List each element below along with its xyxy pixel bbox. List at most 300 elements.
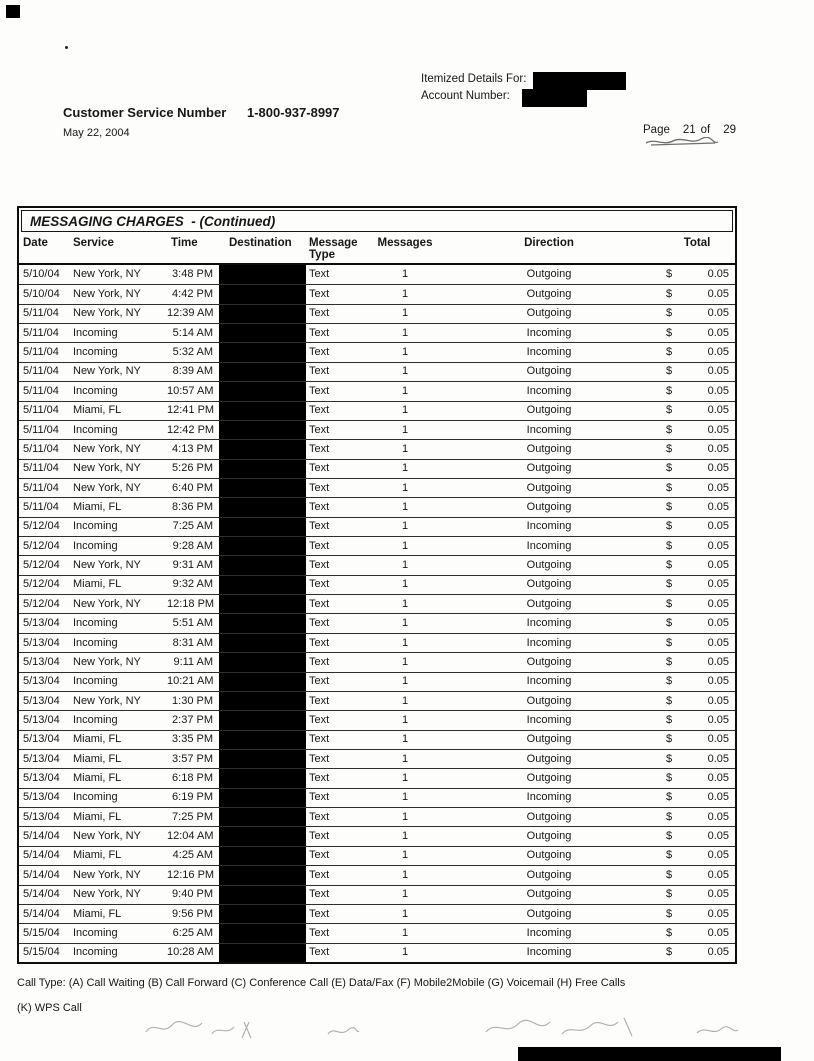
cell-direction: Outgoing [526, 307, 572, 320]
scan-noise [693, 1020, 741, 1040]
cell-time: 1:30 PM [172, 694, 213, 707]
table-row [19, 749, 735, 768]
table-row [19, 265, 735, 284]
cell-date: 5/13/04 [23, 617, 60, 630]
cell-direction: Outgoing [526, 404, 572, 417]
cell-direction: Outgoing [526, 501, 572, 513]
cell-total [659, 285, 735, 304]
amount: 0.05 [707, 462, 729, 475]
amount: 0.05 [707, 694, 729, 707]
currency-symbol: $ [666, 907, 673, 920]
cell-message-type: Text [309, 501, 330, 513]
cell-direction: Outgoing [526, 752, 572, 765]
cell-date: 5/10/04 [23, 288, 60, 301]
cell-date: 5/10/04 [23, 268, 60, 281]
cell-date: 5/13/04 [23, 791, 60, 804]
cell-destination-redacted [219, 634, 306, 652]
cell-date: 5/13/04 [23, 733, 60, 746]
cell-destination-redacted [219, 924, 306, 942]
customer-service-number: 1-800-937-8997 [247, 105, 340, 120]
cell-destination-redacted [219, 595, 306, 613]
cell-time: 12:16 PM [167, 868, 215, 881]
cell-date: 5/11/04 [23, 423, 59, 436]
cell-message-type: Text [309, 597, 330, 610]
amount: 0.05 [707, 752, 729, 765]
cell-messages: 1 [401, 617, 409, 630]
cell-date: 5/12/04 [23, 520, 60, 533]
table-row [19, 459, 735, 478]
table-row [19, 536, 735, 555]
cell-messages: 1 [401, 384, 409, 397]
currency-symbol: $ [666, 423, 673, 436]
cell-messages: 1 [401, 520, 409, 533]
amount: 0.05 [707, 772, 729, 785]
amount: 0.05 [707, 849, 729, 862]
currency-symbol: $ [666, 733, 673, 746]
currency-symbol: $ [666, 772, 673, 785]
cell-total [659, 537, 735, 556]
cell-time: 2:37 PM [172, 713, 213, 726]
statement-date: May 22, 2004 [63, 127, 130, 139]
table-row [19, 885, 735, 904]
cell-messages: 1 [401, 346, 409, 359]
cell-message-type: Text [309, 868, 330, 881]
currency-symbol: $ [666, 539, 673, 552]
cell-service: New York, NY [73, 597, 141, 610]
cell-time: 9:31 AM [172, 559, 213, 572]
cell-destination-redacted [219, 305, 306, 323]
amount: 0.05 [707, 501, 729, 513]
amount: 0.05 [707, 713, 729, 726]
cell-destination-redacted [219, 363, 306, 381]
table-row [19, 613, 735, 632]
amount: 0.05 [707, 888, 729, 901]
cell-service: Incoming [73, 636, 118, 649]
cell-date: 5/11/04 [23, 442, 59, 455]
table-row [19, 381, 735, 400]
currency-symbol: $ [666, 597, 673, 610]
cell-total [659, 788, 735, 807]
cell-service: Incoming [73, 384, 118, 397]
cell-total [659, 595, 735, 614]
currency-symbol: $ [666, 830, 673, 843]
cell-service: Incoming [73, 423, 118, 436]
cell-date: 5/11/04 [23, 404, 59, 417]
cell-total [659, 905, 735, 924]
cell-time: 5:26 PM [172, 462, 213, 475]
cell-messages: 1 [401, 501, 409, 513]
cell-message-type: Text [309, 810, 330, 823]
cell-date: 5/11/04 [23, 501, 59, 513]
cell-time: 12:41 PM [167, 404, 215, 417]
cell-total [659, 517, 735, 536]
cell-message-type: Text [309, 520, 330, 533]
cell-service: Miami, FL [73, 752, 122, 765]
table-row [19, 439, 735, 458]
column-header-date: Date [23, 237, 48, 249]
cell-date: 5/13/04 [23, 810, 60, 823]
amount: 0.05 [707, 404, 729, 417]
cell-total [659, 866, 735, 885]
cell-time: 12:42 PM [167, 423, 215, 436]
cell-messages: 1 [401, 713, 409, 726]
cell-message-type: Text [309, 423, 330, 436]
cell-date: 5/13/04 [23, 655, 60, 668]
cell-time: 5:14 AM [172, 326, 213, 339]
scan-artifact-corner [6, 5, 20, 18]
cell-date: 5/15/04 [23, 926, 60, 939]
table-row [19, 652, 735, 671]
cell-direction: Outgoing [526, 288, 572, 301]
cell-time: 6:25 AM [172, 926, 213, 939]
table-row [19, 555, 735, 574]
cell-destination-redacted [219, 614, 306, 632]
cell-direction: Outgoing [526, 810, 572, 823]
amount: 0.05 [707, 868, 729, 881]
redaction-account-number [522, 89, 587, 107]
table-row [19, 478, 735, 497]
cell-direction: Outgoing [526, 830, 572, 843]
account-number-label: Account Number: [421, 90, 510, 102]
cell-total [659, 692, 735, 711]
table-row [19, 807, 735, 826]
cell-destination-redacted [219, 711, 306, 729]
cell-direction: Outgoing [526, 849, 572, 862]
cell-message-type: Text [309, 694, 330, 707]
cell-direction: Incoming [526, 713, 572, 726]
cell-messages: 1 [401, 442, 409, 455]
cell-direction: Outgoing [526, 481, 572, 494]
cell-messages: 1 [401, 791, 409, 804]
cell-time: 7:25 AM [172, 520, 213, 533]
table-row [19, 517, 735, 536]
cell-messages: 1 [401, 675, 409, 688]
cell-time: 9:40 PM [172, 888, 213, 901]
cell-messages: 1 [401, 539, 409, 552]
table-row [19, 633, 735, 652]
cell-total [659, 556, 735, 575]
amount: 0.05 [707, 539, 729, 552]
cell-date: 5/14/04 [23, 868, 60, 881]
cell-direction: Outgoing [526, 907, 572, 920]
cell-direction: Incoming [526, 423, 572, 436]
cell-message-type: Text [309, 365, 330, 378]
cell-date: 5/15/04 [23, 946, 60, 959]
cell-service: Miami, FL [73, 849, 122, 862]
cell-destination-redacted [219, 556, 306, 574]
cell-message-type: Text [309, 675, 330, 688]
scan-noise [325, 1022, 361, 1040]
cell-messages: 1 [401, 733, 409, 746]
column-header-time: Time [171, 237, 198, 249]
cell-total [659, 672, 735, 691]
cell-destination-redacted [219, 692, 306, 710]
cell-service: Miami, FL [73, 733, 122, 746]
cell-service: New York, NY [73, 830, 141, 843]
table-row [19, 865, 735, 884]
cell-service: New York, NY [73, 559, 141, 572]
cell-total [659, 575, 735, 594]
table-row [19, 923, 735, 942]
cell-message-type: Text [309, 462, 330, 475]
amount: 0.05 [707, 946, 729, 959]
amount: 0.05 [707, 559, 729, 572]
cell-direction: Incoming [526, 926, 572, 939]
cell-time: 8:36 PM [172, 501, 213, 513]
cell-destination-redacted [219, 479, 306, 497]
amount: 0.05 [707, 617, 729, 630]
cell-destination-redacted [219, 866, 306, 884]
currency-symbol: $ [666, 791, 673, 804]
cell-direction: Incoming [526, 384, 572, 397]
cell-time: 7:25 PM [172, 810, 213, 823]
cell-total [659, 885, 735, 904]
redaction-itemized-details [533, 72, 626, 90]
cell-total [659, 711, 735, 730]
cell-service: New York, NY [73, 481, 141, 494]
cell-time: 12:39 AM [167, 307, 214, 320]
column-header-message-type: Message Type [309, 237, 358, 261]
cell-total [659, 634, 735, 653]
cell-direction: Outgoing [526, 888, 572, 901]
currency-symbol: $ [666, 849, 673, 862]
cell-service: Miami, FL [73, 578, 122, 591]
cell-time: 4:13 PM [172, 442, 213, 455]
cell-destination-redacted [219, 440, 306, 458]
cell-destination-redacted [219, 827, 306, 845]
cell-message-type: Text [309, 907, 330, 920]
cell-direction: Outgoing [526, 733, 572, 746]
cell-time: 10:28 AM [167, 946, 214, 959]
cell-date: 5/14/04 [23, 888, 60, 901]
table-row [19, 768, 735, 787]
wps-call-note: (K) WPS Call [17, 1002, 82, 1014]
scan-noise [140, 1012, 270, 1044]
cell-total [659, 924, 735, 943]
cell-time: 8:31 AM [172, 636, 213, 649]
cell-date: 5/11/04 [23, 462, 59, 475]
cell-direction: Incoming [526, 346, 572, 359]
cell-direction: Outgoing [526, 365, 572, 378]
cell-message-type: Text [309, 539, 330, 552]
cell-total [659, 846, 735, 865]
currency-symbol: $ [666, 655, 673, 668]
cell-total [659, 750, 735, 769]
cell-date: 5/11/04 [23, 326, 59, 339]
cell-messages: 1 [401, 868, 409, 881]
currency-symbol: $ [666, 288, 673, 301]
page-current: 21 [682, 124, 696, 136]
cell-date: 5/14/04 [23, 849, 60, 862]
cell-time: 12:04 AM [167, 830, 214, 843]
currency-symbol: $ [666, 346, 673, 359]
cell-message-type: Text [309, 384, 330, 397]
cell-message-type: Text [309, 268, 330, 281]
cell-total [659, 459, 735, 478]
cell-time: 10:21 AM [167, 675, 214, 688]
cell-destination-redacted [219, 402, 306, 420]
cell-message-type: Text [309, 307, 330, 320]
cell-direction: Outgoing [526, 442, 572, 455]
cell-time: 5:32 AM [172, 346, 213, 359]
customer-service-label: Customer Service Number [63, 105, 227, 120]
cell-date: 5/12/04 [23, 597, 60, 610]
cell-messages: 1 [401, 288, 409, 301]
cell-time: 4:42 PM [172, 288, 213, 301]
page-indicator [643, 124, 736, 136]
cell-service: Incoming [73, 926, 118, 939]
cell-direction: Outgoing [526, 772, 572, 785]
currency-symbol: $ [666, 365, 673, 378]
currency-symbol: $ [666, 946, 673, 959]
cell-total [659, 769, 735, 788]
cell-time: 6:19 PM [172, 791, 213, 804]
cell-messages: 1 [401, 462, 409, 475]
cell-message-type: Text [309, 442, 330, 455]
cell-total [659, 401, 735, 420]
page-label: Page [643, 124, 670, 136]
column-header-messages: Messages [377, 237, 433, 249]
cell-date: 5/13/04 [23, 752, 60, 765]
cell-messages: 1 [401, 926, 409, 939]
table-row [19, 284, 735, 303]
cell-message-type: Text [309, 946, 330, 959]
column-header-total: Total [683, 237, 711, 249]
cell-total [659, 362, 735, 381]
cell-destination-redacted [219, 847, 306, 865]
table-row [19, 710, 735, 729]
table-row [19, 672, 735, 691]
column-header-service: Service [73, 237, 114, 249]
cell-direction: Outgoing [526, 868, 572, 881]
currency-symbol: $ [666, 810, 673, 823]
cell-service: New York, NY [73, 868, 141, 881]
amount: 0.05 [707, 597, 729, 610]
cell-total [659, 653, 735, 672]
table-header-row [19, 232, 735, 265]
currency-symbol: $ [666, 559, 673, 572]
cell-time: 8:39 AM [172, 365, 213, 378]
cell-date: 5/13/04 [23, 694, 60, 707]
cell-direction: Outgoing [526, 655, 572, 668]
cell-destination-redacted [219, 421, 306, 439]
cell-messages: 1 [401, 849, 409, 862]
cell-destination-redacted [219, 944, 306, 962]
cell-destination-redacted [219, 905, 306, 923]
amount: 0.05 [707, 442, 729, 455]
cell-service: New York, NY [73, 462, 141, 475]
cell-message-type: Text [309, 772, 330, 785]
currency-symbol: $ [666, 868, 673, 881]
cell-service: Miami, FL [73, 810, 122, 823]
cell-time: 9:56 PM [172, 907, 213, 920]
cell-messages: 1 [401, 365, 409, 378]
amount: 0.05 [707, 675, 729, 688]
cell-service: Incoming [73, 346, 118, 359]
cell-service: Incoming [73, 539, 118, 552]
cell-direction: Incoming [526, 675, 572, 688]
cell-time: 6:18 PM [172, 772, 213, 785]
amount: 0.05 [707, 636, 729, 649]
cell-destination-redacted [219, 789, 306, 807]
cell-destination-redacted [219, 498, 306, 516]
cell-message-type: Text [309, 346, 330, 359]
table-row [19, 788, 735, 807]
table-row [19, 594, 735, 613]
cell-date: 5/12/04 [23, 559, 60, 572]
amount: 0.05 [707, 578, 729, 591]
cell-time: 3:48 PM [172, 268, 213, 281]
cell-total [659, 827, 735, 846]
cell-time: 12:18 PM [167, 597, 215, 610]
cell-destination-redacted [219, 750, 306, 768]
cell-destination-redacted [219, 460, 306, 478]
amount: 0.05 [707, 810, 729, 823]
cell-destination-redacted [219, 382, 306, 400]
currency-symbol: $ [666, 404, 673, 417]
table-body [19, 265, 735, 962]
table-row [19, 730, 735, 749]
cell-total [659, 730, 735, 749]
currency-symbol: $ [666, 307, 673, 320]
amount: 0.05 [707, 926, 729, 939]
cell-message-type: Text [309, 559, 330, 572]
cell-service: New York, NY [73, 888, 141, 901]
cell-service: New York, NY [73, 268, 141, 281]
cell-message-type: Text [309, 655, 330, 668]
cell-messages: 1 [401, 655, 409, 668]
cell-messages: 1 [401, 888, 409, 901]
cell-messages: 1 [401, 559, 409, 572]
cell-destination-redacted [219, 769, 306, 787]
table-row [19, 401, 735, 420]
cell-service: New York, NY [73, 288, 141, 301]
cell-message-type: Text [309, 481, 330, 494]
cell-date: 5/14/04 [23, 830, 60, 843]
page-of-label: of [700, 124, 711, 136]
cell-time: 3:35 PM [172, 733, 213, 746]
amount: 0.05 [707, 907, 729, 920]
table-row [19, 420, 735, 439]
cell-time: 3:57 PM [172, 752, 213, 765]
cell-date: 5/11/04 [23, 365, 59, 378]
amount: 0.05 [707, 268, 729, 281]
currency-symbol: $ [666, 520, 673, 533]
cell-message-type: Text [309, 733, 330, 746]
amount: 0.05 [707, 830, 729, 843]
currency-symbol: $ [666, 636, 673, 649]
cell-message-type: Text [309, 636, 330, 649]
cell-direction: Outgoing [526, 559, 572, 572]
amount: 0.05 [707, 655, 729, 668]
cell-direction: Incoming [526, 617, 572, 630]
amount: 0.05 [707, 481, 729, 494]
amount: 0.05 [707, 346, 729, 359]
currency-symbol: $ [666, 442, 673, 455]
cell-date: 5/13/04 [23, 636, 60, 649]
cell-destination-redacted [219, 324, 306, 342]
table-row [19, 304, 735, 323]
cell-message-type: Text [309, 617, 330, 630]
cell-time: 9:28 AM [172, 539, 213, 552]
cell-service: Incoming [73, 713, 118, 726]
currency-symbol: $ [666, 888, 673, 901]
cell-total [659, 498, 735, 517]
cell-message-type: Text [309, 578, 330, 591]
cell-service: Incoming [73, 617, 118, 630]
cell-date: 5/11/04 [23, 346, 59, 359]
cell-message-type: Text [309, 849, 330, 862]
